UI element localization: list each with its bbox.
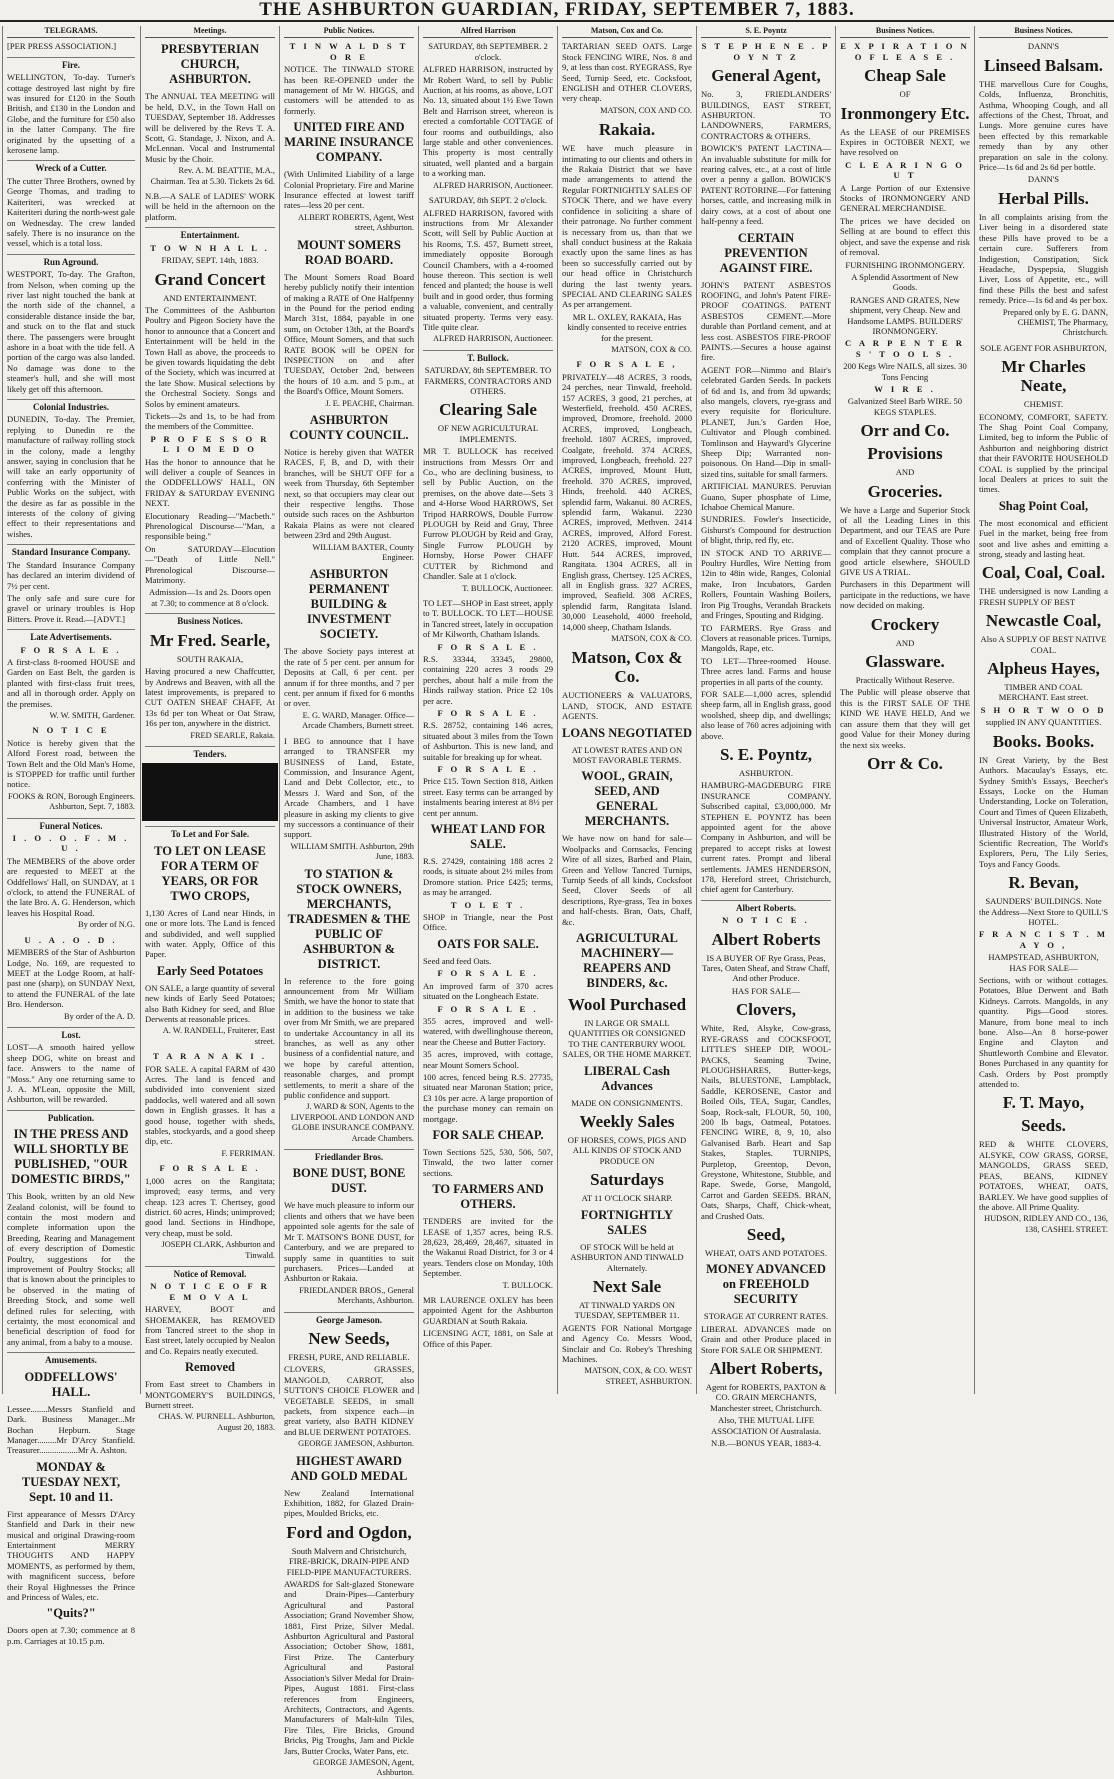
ad-text: In reference to the fore going announcement from Mr William Smith, we have the honor to state that in addition to the business we take over from Mr Smith, we are prepared to undertake Accountancy in all its branches, as well as any other business of a confidential nature, and we hope by careful attention, reasonable charges, and prompt settlements, to merit a share of the public confidence and support. xyxy=(284,975,414,1101)
ad-text: T. BULLOCK. xyxy=(502,1280,553,1290)
ad-text: TO LET—Three-roomed House. Three acres land. Farms and house properties in all parts of the county. xyxy=(701,655,831,687)
ad-headline: BONE DUST, BONE DUST. xyxy=(292,1166,406,1196)
ad-headline: AGRICULTURAL MACHINERY—REAPERS AND BINDERS, &c. xyxy=(576,931,678,991)
ad-text: THE marvellous Cure for Coughs, Colds, Influenza, Bronchitis, Asthma, Whooping Cough, and all affections of the Chest, Throat, and Lungs. More genuine cures have been effected by this remarkable remedy than by any other preparation on sale in the colony. Price—1s 6d and 2s 6d per bottle. xyxy=(979,78,1108,173)
ad-text: We have a Large and Superior Stock of all the Leading Lines in this Department, and our TEAS are Pure and of Excellent Quality. Those who complain that they cannot procure a good article elsewhere, SHOULD GIVE US A TRIAL. xyxy=(840,504,970,578)
ad-text: FOR SALE—1,000 acres, splendid sheep farm, all in English grass, good woolshed, sheep dip, and dwellings; also lease of 760 acres adjoining with above. xyxy=(701,688,831,741)
ad-text: F O R S A L E . xyxy=(20,644,122,655)
ad-text: ALBERT ROBERTS, Agent, West street, Ashburton. xyxy=(298,212,414,233)
ad-text: T A R A N A K I . xyxy=(152,1051,268,1062)
ad-text: IS A BUYER OF Rye Grass, Peas, Tares, Oaten Sheaf, and Straw Chaff, And other Produce. xyxy=(702,952,830,984)
ad-text: By order of N.G. xyxy=(78,920,135,930)
ad-text: The MEMBERS of the above order are requested to MEET at the Oddfellows' Hall, on SUNDAY, at 1 o'clock, to attend the FUNERAL of the late Bro. A. G. Henderson, which leaves his Hospital Road. xyxy=(7,855,135,918)
ad-text: Prepared only by E. G. DANN, CHEMIST, The Pharmacy, Christchurch. xyxy=(1002,307,1108,338)
ad-text: TO FARMERS. Rye Grass and Clovers at reasonable prices. Turnips, Mangolds, Rape, etc. xyxy=(701,622,831,654)
masthead xyxy=(0,0,1114,22)
column-7 xyxy=(835,26,974,1394)
section-heading: Wreck of a Cutter. xyxy=(7,160,135,173)
ad-headline: F. T. Mayo, xyxy=(1002,1093,1085,1113)
ad-headline: Seeds. xyxy=(1021,1116,1066,1136)
ad-text: LICENSING ACT, 1881, on Sale at Office of this Paper. xyxy=(423,1328,553,1349)
ad-text: SATURDAY, 8th SEPTEMBER. 2 o'clock. xyxy=(428,41,548,62)
ad-text: 1,000 acres on the Rangitata; improved; easy terms, and very cheap. 123 acres T. Chertsey, good district. 60 acres, Hinds; unimproved; good land. Sections in Hindhope, very cheap, must be sold. xyxy=(145,1175,275,1238)
ad-headline: HIGHEST AWARD AND GOLD MEDAL xyxy=(290,1453,408,1483)
ad-headline: New Seeds, xyxy=(308,1328,390,1348)
ad-text: 355 acres, improved and well-watered, with dwellinghouse thereon, near the Cheese and Butter Factory. xyxy=(423,1015,553,1047)
ad-text: I BEG to announce that I have arranged to TRANSFER my BUSINESS of Land, Estate, Commission, and Insurance Agent, Land and Debt Collector, etc., to Messrs J. Ward and Son, of the Arcade Chambers, and I have pleasure in asking my clients to give my successors a continuance of their support. xyxy=(284,735,414,840)
ad-text: Tickets—2s and 1s, to be had from the members of the Committee. xyxy=(145,410,275,432)
ad-text: F O R S A L E . xyxy=(437,1003,539,1014)
ad-text: Notice is hereby given that WATER RACES, F, B, and D, with their branches, will be SHUT OFF for a week from Thursday, 6th September next, so that occupiers may clear out their respective lengths. Those outside such races on the Ashburton Rakaia Plains as were not cleared between 23rd and 29th August. xyxy=(284,446,414,541)
ad-text: WESTPORT, To-day. The Grafton, from Nelson, when coming up the river last night touched the bank at the north side of the channel, a considerable distance inside the bar, and stuck on to the flat and stuck there. The passengers were brought ashore in a boat with the tide fell. A portion of the cargo was also landed. No damage was done to the steamer's hull, and she will most likely get off this afternoon. xyxy=(7,269,135,394)
ad-text: F O R S A L E . xyxy=(437,968,539,979)
ad-text: T O W N H A L L . xyxy=(150,242,270,253)
ad-text: Admission—1s and 2s. Doors open at 7.30; to commence at 8 o'clock. xyxy=(149,587,271,608)
ad-text: FRESH, PURE, AND RELIABLE. xyxy=(288,1351,410,1362)
ad-text: New Zealand International Exhibition, 1882, for Glazed Drain-pipes, Moulded Bricks, etc. xyxy=(284,1487,414,1519)
section-heading: Business Notices. xyxy=(145,613,275,626)
ad-headline: Grand Concert xyxy=(154,269,266,289)
ad-text: F. FERRIMAN. xyxy=(221,1148,275,1158)
ad-headline: Removed xyxy=(185,1360,235,1375)
ad-text: WILLIAM BAXTER, County Engineer. xyxy=(312,542,414,563)
ad-text: OF HORSES, COWS, PIGS AND ALL KINDS OF STOCK AND PRODUCE ON xyxy=(567,1135,687,1166)
section-heading: Lost. xyxy=(7,1027,135,1040)
ad-text: AT 11 O'CLOCK SHARP. xyxy=(581,1193,673,1204)
ad-headline: PRESBYTERIAN CHURCH, ASHBURTON. xyxy=(161,42,259,87)
ad-text: AT TINWALD YARDS ON TUESDAY, SEPTEMBER 11. xyxy=(574,1299,680,1321)
ad-text: The Mount Somers Road Board hereby publicly notify their intention of making a RATE of One Halfpenny in the Pound for the period ending March 31st, 1884, payable in one sum, on October 13th, at the Board's Office, Mount Somers, and that such RATE BOOK will be OPEN for INSPECTION on and after TUESDAY, October 2nd, between the hours of 10 a.m. and 5 p.m., at the Board's Office, Mount Somers. xyxy=(284,271,414,397)
ad-headline: Ford and Ogdon, xyxy=(286,1522,412,1542)
ad-text: ARTIFICIAL MANURES. Peruvian Guano, Super phosphate of Lime, Ichaboe Chemical Manure. xyxy=(701,481,831,513)
ad-headline: Albert Roberts, xyxy=(709,1359,823,1379)
ad-headline: Cheap Sale xyxy=(864,66,946,86)
ad-text: Town Sections 525, 530, 506, 507, Tinwald, the two latter corner sections. xyxy=(423,1146,553,1178)
ad-text: E X P I R A T I O N O F L E A S E . xyxy=(840,41,970,62)
ad-text: FRIDAY, SEPT. 14th, 1883. xyxy=(161,255,259,266)
ad-text: A first-class 8-roomed HOUSE and Garden on East Belt, the garden is planted with first-class fruit trees, and all in thorough order. Apply on the premises. xyxy=(7,656,135,709)
ad-text: MATSON, COX & CO. xyxy=(611,633,692,643)
ad-text: AND xyxy=(895,467,915,478)
ad-text: WILLIAM SMITH. Ashburton, 29th June, 1883. xyxy=(290,841,414,862)
ad-text: HAMPSTEAD, ASHBURTON, HAS FOR SALE— xyxy=(988,952,1099,973)
ad-text: CLOVERS, GRASSES, MANGOLD, CARROT, also SUTTON'S CHOICE FLOWER and VEGETABLE SEEDS, in small packets, from sixpence each—in great variety, also BATH KIDNEY and BLUE DERWENT POTATOES. xyxy=(284,1364,414,1437)
ad-headline: Rakaia. xyxy=(598,120,656,140)
column-header: S. E. Poyntz xyxy=(701,26,831,38)
column-6 xyxy=(696,26,835,1449)
ad-text: As the LEASE of our PREMISES Expires in OCTOBER NEXT, we have resolved on xyxy=(840,126,970,158)
ad-headline: "Quits?" xyxy=(46,1606,96,1621)
column-3 xyxy=(279,26,418,1778)
ad-text: LIBERAL ADVANCES made on Grain and other Produce placed in Store FOR SALE OR SHIPMENT. xyxy=(701,1323,831,1355)
ad-text: SUNDRIES. Fowler's Insecticide, Gishurst's Compound for destruction of blight, thrip, red fly, etc. xyxy=(701,514,831,546)
ad-text: SATURDAY, 8th SEPTEMBER. TO FARMERS, CONTRACTORS AND OTHERS. xyxy=(424,365,552,396)
ad-headline: Albert Roberts xyxy=(711,929,821,949)
ad-headline: TO FARMERS AND OTHERS. xyxy=(432,1182,544,1212)
ad-text: The above Society pays interest at the rate of 5 per cent. per annum for Deposits at Call, 6 per cent. per annum if for three months, and 7 per cent. per annum if fixed for 6 months or over. xyxy=(284,646,414,709)
ad-text: WHEAT, OATS AND POTATOES. xyxy=(705,1248,827,1258)
ad-text: MATSON, COX AND CO. xyxy=(600,105,692,115)
ad-text: C L E A R I N G O U T xyxy=(845,159,965,181)
ad-text: MR L. OXLEY, RAKAIA, Has kindly consented to receive entries for the present. xyxy=(567,311,687,343)
ad-headline: Next Sale xyxy=(592,1276,662,1296)
column-2 xyxy=(140,26,279,1432)
ad-headline: ODDFELLOWS' HALL. xyxy=(24,1369,118,1399)
column-header: Alfred Harrison xyxy=(423,26,553,38)
ad-text: The Public will please observe that this is the FIRST SALE OF THE KIND WE HAVE HELD, And we can assure them that they will get good Value for their Money during the next six weeks. xyxy=(840,687,970,750)
ad-headline: FORTNIGHTLY SALES xyxy=(580,1207,674,1237)
ad-text: C A R P E N T E R S ' T O O L S . xyxy=(845,338,965,359)
ad-text: Price £15. Town Section 818, Aitken street. Easy terms can be arranged by instalments bearing interest at 8½ per cent per annum. xyxy=(423,776,553,818)
ad-text: 200 Kegs Wire NAILS, all sizes. 30 Tons Fencing xyxy=(843,361,967,382)
ad-text: PRIVATELY—48 ACRES, 3 roods, 24 perches, near Tinwald, freehold. 157 ACRES, 3 good, 21 perches, at Westerfield, freehold. 450 ACRES, improved, Dromore, freehold. 2000 ACRES, improved, Longbeach, freehold. 1807 ACRES, improved, Coalgate, freehold. 374 ACRES, improved, Longbeach, freehold. 227 ACRES, improved, Mount Hutt, freehold. 370 ACRES, improved, Hinds, freehold. 440 ACRES, splendid farm, Wakanui. 80 ACRES, splendid farm, Wakanui. 2230 ACRES, improved, Methven. 2414 ACRES, improved, Alford Forest. 2120 ACRES, improved, Mount Hutt. 544 ACRES, improved, Rangitata. 1304 ACRES, all in English grass, Chertsey. 125 ACRES, all in English grass. 327 ACRES, improved, Seafield. 308 ACRES, splendid farm, Rangitata Island. 30,000 Leasehold, 4000 freehold, 14,000 sheep, Chatham Islands. xyxy=(562,371,692,632)
ad-text: Doors open at 7.30; commence at 8 p.m. Carriages at 10.15 p.m. xyxy=(7,1625,135,1646)
ad-text: J. E. PEACHE, Chairman. xyxy=(325,398,414,408)
ad-text: AT LOWEST RATES AND ON MOST FAVORABLE TERMS. xyxy=(571,744,683,765)
ad-text: IN STOCK AND TO ARRIVE—Poultry Hurdles, Wire Netting from 12in to 48in wide, Ranges, Colonial make, Iron Incubators, Garden Rollers, Fountain Washing Boilers, Iron Pig Troughs, Verandah Brackets and Fringes, Spouting and Ridging. xyxy=(701,547,831,621)
ad-text: South Malvern and Christchurch, FIRE-BRICK, DRAIN-PIPE AND FIELD-PIPE MANUFACTURERS. xyxy=(286,1545,412,1577)
ad-text: FURNISHING IRONMONGERY. xyxy=(845,259,965,270)
ad-headline: OATS FOR SALE. xyxy=(437,936,539,951)
ad-text: ALFRED HARRISON, Auctioneer. xyxy=(432,180,553,190)
ad-text: JOHN'S PATENT ASBESTOS ROOFING, and John's Patent FIRE-PROOF COATINGS. PATENT ASBESTOS CEMENT.—More durable than Portland cement, and at less cost. ASBESTOS FIRE-PROOF PAINTS.—Secures a house against fire. xyxy=(701,279,831,363)
ad-text: The ANNUAL TEA MEETING will be held, D.V., in the Town Hall on TUESDAY, September 18. Addresses will be delivered by the Revs T. A. Scott, G. Standage, J. Nixon, and A. McLennan. Vocal and Instrumental Music by the Choir. xyxy=(145,91,275,164)
ad-headline: Ironmongery Etc. xyxy=(840,103,970,123)
ad-headline: S. E. Poyntz, xyxy=(719,744,813,764)
ad-text: DUNEDIN, To-day. The Premier, replying to Dunedin re the manufacture of railway rolling stock in the colony, made a lengthy answer, saying in conclusion that he will take an early opportunity of conferring with the Minister of Public Works on the subject, with the desire as far as possible in the interests of the colony of giving effect to their representations and wishes. xyxy=(7,414,135,539)
ad-text: We have much pleasure to inform our clients and others that we have been appointed sole agents for the sale of Mr T. MATSON'S BONE DUST, for Canterbury, and we are prepared to supply same in quantities to suit purchasers. Prices—Landed at Ashburton or Rakaia. xyxy=(284,1200,414,1284)
ad-text: F R A N C I S T . M A Y O , xyxy=(979,929,1108,950)
section-heading: To Let and For Sale. xyxy=(145,826,275,839)
ad-text: ALFRED HARRISON, instructed by Mr Robert Ward, to sell by Public Auction, at his rooms, as above, LOT No. 13, situated about 1½ Ewe Town Belt and Harrison street, whereon is erected a comfortable COTTAGE of four rooms and outbuildings, also large stable and other conveniences. This property is most centrally situated, well planted and a bargain to a working man. xyxy=(423,64,553,179)
ad-text: CHEMIST. xyxy=(1023,399,1064,410)
ad-text: Galvanized Steel Barb WIRE. 50 KEGS STAPLES. xyxy=(847,396,963,417)
ad-headline: MONDAY & TUESDAY NEXT, Sept. 10 and 11. xyxy=(21,1459,121,1504)
ad-text: A Splendid Assortment of New Goods. xyxy=(851,271,959,293)
column-header: Public Notices. xyxy=(284,26,414,38)
ad-text: N.B.—BONUS YEAR, 1883-4. xyxy=(711,1438,821,1449)
ad-text: Has the honor to announce that he will deliver a couple of Seances in the ODDFELLOWS' HALL, ON FRIDAY & SATURDAY EVENING NEXT. xyxy=(145,456,275,509)
section-heading: Funeral Notices. xyxy=(7,818,135,831)
section-heading: Colonial Industries. xyxy=(7,399,135,412)
ad-text: FRIEDLANDER BROS., General Merchants, Ashburton. xyxy=(299,1285,414,1306)
ad-headline: Clearing Sale xyxy=(439,400,537,420)
ad-text: MADE ON CONSIGNMENTS. xyxy=(571,1097,683,1108)
ad-headline: FOR SALE CHEAP. xyxy=(432,1127,544,1142)
column-8 xyxy=(974,26,1112,1394)
ad-text: SATURDAY, 8th SEPT. 2 o'clock. xyxy=(428,195,548,206)
ad-text: Agent for ROBERTS, PAXTON & CO. GRAIN MERCHANTS, Manchester street, Christchurch. xyxy=(705,1382,827,1413)
ad-text: THE undersigned is now Landing a FRESH SUPPLY OF BEST xyxy=(979,586,1108,607)
ad-headline: Orr and Co. xyxy=(860,421,950,441)
ad-headline: ASHBURTON COUNTY COUNCIL. xyxy=(289,412,409,442)
ad-text: The only safe and sure cure for gravel or urinary troubles is Hop Bitters. Prove it. Read.—[ADVT.] xyxy=(7,592,135,624)
ad-text: Also A SUPPLY OF BEST NATIVE COAL. xyxy=(980,634,1107,655)
ad-text: Sections, with or without cottages. Potatoes, Blue Derwent and Bath Kidneys. Carrots. Mangolds, in any quantity. Pigs—Good stores. Manure, from bone meal to inch bone. Also—An 8 horse-power Engine and Clayton and Shuttleworth Combine and Elevator. Bones Purchased in any quantity for Cash. Orders by Post promptly attended to. xyxy=(979,975,1108,1090)
ad-text: No. 3, FRIEDLANDERS' BUILDINGS, EAST STREET, ASHBURTON. TO LANDOWNERS, FARMERS, CONTRACTORS & OTHERS. xyxy=(701,89,831,141)
ad-text: SOUTH RAKAIA, xyxy=(176,653,244,664)
ad-text: HUDSON, RIDLEY AND CO., 136, 138, CASHEL STREET. xyxy=(984,1214,1108,1234)
ad-text: White, Red, Alsyke, Cow-grass, RYE-GRASS and COCKSFOOT, LITTLE'S SHEEP DIP, WOOL-PACKS, Seaming Twine, PLOUGHSHARES, Butter-kegs, Nails, BLUESTONE, Lampblack, Saddle, KEROSENE, Castor and Boiled Oils, TEA, Sugar, Candles, Soap, Rock-salt, FLOUR, 50, 100, 200 lb bags, Oatmeal, Potatoes. FENCING WIRE, 8, 9, 10, also Galvanised Barb. Heart and Sap Stakes, Staples. TURNIPS, Purpletop, Greentop, Devon, Greystone, Whitestone, Stubble, and Rape. Swede, Gorse, Mangold, Carrot and Garden SEEDS. BRAN, Oats, Sharps, Chaff, Chick-wheat, and Crushed Oats. xyxy=(701,1023,831,1221)
ad-text: T. BULLOCK, Auctioneer. xyxy=(462,583,553,593)
ad-text: FOR SALE. A capital FARM of 430 Acres. The land is fenced and subdivided into convenient sized paddocks, well watered and all sown down in English grasses. It has a good house, together with sheds, stables, stockyards, and a good sheep dip, etc. xyxy=(145,1063,275,1147)
ad-text: [PER PRESS ASSOCIATION.] xyxy=(7,41,117,52)
column-header: Business Notices. xyxy=(840,26,970,38)
ad-text: I . O . O . F . M . U . xyxy=(12,833,130,854)
ad-text: F O R S A L E . xyxy=(437,641,539,652)
ad-text: E. G. WARD, Manager. Office—Arcade Chambers, Burnett street. xyxy=(302,710,414,731)
section-heading: Tenders. xyxy=(145,746,275,759)
ad-text: RANGES AND GRATES, New shipment, very Cheap. New and Handsome LAMPS. BUILDERS' IRONMONGERY. xyxy=(847,294,963,336)
column-5 xyxy=(557,26,696,1394)
ad-text: Lessee........Messrs Stanfield and Dark. Business Manager...Mr Bochan Hepburn. Stage Manager.........Mr D'Arcy Stanfield. Treasurer..................Mr A. Ashton. xyxy=(7,1403,135,1456)
ad-text: ALFRED HARRISON, favored with instructions from Mr Alexander Scott, will Sell by Public Auction at his Rooms, T.S. 457, Burnett street, immediately opposite Borough Council Chambers, with a 4-roomed house thereon. This section is well fenced and planted; the house is well built and in good order, thus forming a valuable, convenient, and centrally situated property. Terms very easy. Title quite clear. xyxy=(423,207,553,332)
ad-headline: Matson, Cox & Co. xyxy=(571,648,683,687)
ad-headline: CERTAIN PREVENTION AGAINST FIRE. xyxy=(719,230,813,275)
ad-text: F O R S A L E , xyxy=(576,359,678,370)
ad-text: Notice is hereby given that the Alford Forest road, between the Town Belt and the Old Man's Home, is STOPPED for traffic until further notice. xyxy=(7,737,135,790)
ad-text: supplied IN ANY QUANTITIES. xyxy=(985,717,1102,728)
section-heading: Late Advertisements. xyxy=(7,629,135,642)
ad-text: HAS FOR SALE— xyxy=(731,985,801,996)
ad-text: MATSON, COX, & CO. WEST STREET, ASHBURTON. xyxy=(584,1366,692,1386)
ad-headline: General Agent, xyxy=(711,66,821,86)
ad-text: DANN'S xyxy=(1027,174,1060,185)
ad-text: This Book, written by an old New Zealand colonist, will be found to contain the most modern and complete information upon the Breeding, Rearing and Management of every description of Domestic Poultry, suggestions for the improvement of Poultry Stocks; all that is known about the principles to be observed in the mating of Breeding Stock, and some well defined rules for selecting, with certainty, the most economical and beneficial description of food for any animal, from a baby to a mouse. xyxy=(7,1191,135,1347)
ad-text: TARTARIAN SEED OATS. Large Stock FENCING WIRE, Nos. 8 and 9, at less than cost. RYEGRASS, Rye Seed, Turnip Seed, etc. Cocksfoot, ENGLISH and OTHER CLOVERS, very cheap. xyxy=(562,41,692,104)
ad-text: W. W. SMITH, Gardener. xyxy=(49,710,135,720)
ad-text: IN Great Variety, by the Best Authors. Macaulay's Essays, etc. Sydney Smith's Essays, Beecher's Essays, Locke on the Human Understanding, Locke on Toleration, Court and Times of Queen Elizabeth, Universal Instructor, Amateur Work, Illustrated History of the World, Scientific Recreation, The World's Explorers, Peru, The Lily Series, Toys and Fancy Goods. xyxy=(979,754,1108,869)
ad-text: WELLINGTON, To-day. Turner's cottage destroyed last night by fire was insured for £120 in the South British, and £130 in the London and Globe, and the furniture for £50 also in the latter Company. The fire originated by the upsetting of a kerosene lamp. xyxy=(7,72,135,156)
ad-text: A Large Portion of our Extensive Stocks of IRONMONGERY AND GENERAL MERCHANDISE. xyxy=(840,182,970,214)
ad-headline: Clovers, xyxy=(736,1000,796,1020)
ad-headline: Books. Books. xyxy=(992,731,1095,751)
ad-text: On SATURDAY—Elocution—"Death of Little Nell." Phrenological Discourse—Matrimony. xyxy=(145,543,275,586)
ad-text: IN LARGE OR SMALL QUANTITIES OR CONSIGNED TO THE CANTERBURY WOOL SALES, OR THE HOME MARKET. xyxy=(562,1018,692,1060)
ad-text: MR LAURENCE OXLEY has been appointed Agent for the Ashburton GUARDIAN at South Rakaia. xyxy=(423,1295,553,1326)
ad-text: N.B.—A SALE of LADIES' WORK will be held in the afternoon on the platform. xyxy=(145,191,275,222)
section-heading: Publication. xyxy=(7,1110,135,1123)
ad-text: By order of the A. D. xyxy=(64,1011,135,1021)
ad-text: AUCTIONEERS & VALUATORS, LAND, STOCK, AND ESTATE AGENTS. xyxy=(562,690,692,722)
ad-text: AND ENTERTAINMENT. xyxy=(163,292,257,303)
section-heading: Notice of Removal. xyxy=(145,1266,275,1279)
ad-headline: TO LET ON LEASE FOR A TERM OF YEARS, OR FOR TWO CROPS, xyxy=(154,843,266,903)
ad-text: The Committees of the Ashburton Poultry and Pigeon Society have the honor to announce that a Concert and Entertainment will be held in the Town Hall as above, the proceeds to be given towards liquidating the debt of the Society, which was incurred at the late Show. Musical selections by the Orchestral Society. Songs and Solos by eminent amateurs. xyxy=(145,304,275,409)
ad-text: First appearance of Messrs D'Arcy Stanfield and Dark in their new musical and original Drawing-room Entertainment MERRY THOUGHTS AND HAPPY MOMENTS, as performed by them, with magnificent success, before their Royal Highnesses the Prince and Princess of Wales, etc. xyxy=(7,1508,135,1602)
ad-text: AND xyxy=(895,637,915,648)
ad-text: S T E P H E N E . P O Y N T Z xyxy=(701,41,831,62)
ad-headline: Provisions xyxy=(867,444,943,464)
ad-text: ECONOMY, COMFORT, SAFETY. The Shag Point Coal Company, Limited, beg to inform the Public of Ashburton and neighboring district that their FAVORITE HOUSEHOLD COAL is supplied by the principal local Dealers at prices to suit the times. xyxy=(979,411,1108,495)
section-heading: T. Bullock. xyxy=(423,350,553,363)
ad-headline: Herbal Pills. xyxy=(998,188,1089,208)
ad-text: NOTICE. The TINWALD STORE has been RE-OPENED under the management of Mr W. HIGGS, and customers will be attended to as formerly. xyxy=(284,64,414,116)
ad-headline: Early Seed Potatoes xyxy=(156,963,264,978)
ad-text: An improved farm of 370 acres situated on the Longbeach Estate. xyxy=(423,980,553,1002)
ad-text: AGENTS FOR National Mortgage and Agency Co. Messrs Wood, Sinclair and Co. Robey's Threshing Machines. xyxy=(562,1322,692,1364)
section-heading: Standard Insurance Company. xyxy=(7,544,135,557)
section-heading: Fire. xyxy=(7,57,135,70)
ad-headline: Groceries. xyxy=(867,481,943,501)
ad-text: The prices we have decided on Selling at are bound to effect this object, and save the expense and risk of removal. xyxy=(840,215,970,258)
ad-text: MEMBERS of the Star of Ashburton Lodge, No. 169, are requested to MEET at the Lodge Room, at half-past one (sharp), on SUNDAY Next, to attend the FUNERAL of the late Bro. Henderson. xyxy=(7,947,135,1010)
ad-text: SAUNDERS' BUILDINGS. Note the Address—Next Store to QUILL'S HOTEL. xyxy=(979,896,1109,927)
ad-text: In all complaints arising from the Liver being in a disordered state these Pills have proved to be a certain cure. Sufferers from Indigestion, Constipation, Sick Headache, Dyspepsia, Sluggish Liver, Loss of Appetite, etc., will find these Pills the best and safest remedy. Price—1s 6d and 4s per box. xyxy=(979,211,1108,306)
ad-text: AGENT FOR—Nimmo and Blair's celebrated Garden Seeds. In packets of 6d and 1s, and from 3d upwards; also mangels, clovers, rye-grass and every requisite for floriculture. PLANET, Jun.'s Garden Hoe, Cultivator and Plough combined. Tomlinson and Hayward's Glycerine Sheep Dip; Warranted non-poisonous. On Hand—Dip in small-sized tins, suitable for small farmers. xyxy=(701,364,831,479)
ad-headline: Crockery xyxy=(870,614,940,634)
ad-text: TO LET—SHOP in East street, apply to T. BULLOCK. TO LET—HOUSE in Tancred street, lately in occupation of Mr Kilworth, Chatham Islands. xyxy=(423,597,553,640)
ad-text: W I R E . xyxy=(874,383,936,394)
ad-headline: Shag Point Coal, xyxy=(998,498,1089,513)
column-header: Business Notices. xyxy=(979,26,1108,38)
ad-text: 35 acres, improved, with cottage, near Mount Somers School. xyxy=(423,1049,553,1070)
ad-headline: UNITED FIRE AND MARINE INSURANCE COMPANY. xyxy=(284,120,414,165)
ad-text: HARVEY, BOOT and SHOEMAKER, has REMOVED from Tancred street to the shop in East street, lately occupied by Nealon and Co. Repairs neatly executed. xyxy=(145,1304,275,1356)
ad-text: S H O R T W O O D xyxy=(980,704,1107,715)
ad-text: WE have much pleasure in intimating to our clients and others in the Rakaia District that we have made arrangements to attend the Regular FORTNIGHTLY SALES OF STOCK There, and we have every confidence in soliciting a share of their patronage. No further comment is necessary from us, than that we shall conduct business at the Rakaia exactly upon the same lines as has been so successfully carried out by our head office in Christchurch during the last twenty years. SPECIAL AND CLEARING SALES As per arrangement. xyxy=(562,143,692,310)
ad-headline: Wool Purchased xyxy=(567,995,687,1015)
ad-headline: Mr Charles Neate, xyxy=(1001,357,1086,396)
column-header: Meetings. xyxy=(145,26,275,38)
ad-headline: MONEY ADVANCED on FREEHOLD SECURITY xyxy=(706,1262,826,1307)
ad-text: MR T. BULLOCK has received instructions from Messrs Orr and Co., who are declining business, to sell by Public Auction, on the premises, on the above date—Sets 3 and 4-Horse Wood HARROWS, Set Tripod HARROWS, Double Furrow PLOUGH by Reid and Gray, Three Furrow PLOUGH by Reid and Gray, Single Furrow PLOUGH by Hornsby, Horse Power CHAFF CUTTER by Richmond and Chandler. Sale at 1 o'clock. xyxy=(423,446,553,582)
ad-headline: Newcastle Coal, xyxy=(985,611,1102,631)
ad-headline: Saturdays xyxy=(590,1170,664,1190)
ad-headline: R. Bevan, xyxy=(1008,873,1079,893)
ad-text: N O T I C E . xyxy=(722,915,810,926)
ad-text: We have now on hand for sale—Woolpacks and Cornsacks, Fencing Wire of all sizes, Barbed and Plain, Green and Yellow Tancred Turnips, Turnip Seeds of all kinds, Cocksfoot Seed, Clover Seeds of all descriptions, Rye-grass, Tea in boxes and half-chests. Bran, Oats, Chaff, &c. xyxy=(562,833,692,927)
column-4 xyxy=(418,26,557,1394)
ad-text: LOST—A smooth haired yellow sheep DOG, white on breast and face. Answers to the name of "Moss." Any one returning same to J. A. M'Lean, opposite the Mill, Ashburton, will be rewarded. xyxy=(7,1042,135,1105)
ad-text: BOWICK'S PATENT LACTINA—An invaluable substitute for milk for rearing calves, etc., at a cost of little over a penny a gallon. BOWICK'S PATENT ROTORINE—For fattening horses, cattle, and increasing milk in dairy cows, at a cost of about one half-penny a feed. xyxy=(701,143,831,227)
ad-text: N O T I C E O F R E M O V A L xyxy=(150,1281,270,1302)
ad-text: CHAS. W. PURNELL. Ashburton, August 20, 1883. xyxy=(158,1412,275,1432)
ad-headline: LIBERAL Cash Advances xyxy=(584,1063,670,1093)
ad-headline: Weekly Sales xyxy=(579,1112,675,1132)
section-heading: Entertainment. xyxy=(145,227,275,240)
ad-text: ALFRED HARRISON, Auctioneer. xyxy=(432,334,553,344)
ad-text: JOSEPH CLARK, Ashburton and Tinwald. xyxy=(161,1240,275,1260)
ad-headline: WOOL, GRAIN, SEED, AND GENERAL MERCHANTS. xyxy=(581,769,673,829)
column-header: Matson, Cox and Co. xyxy=(562,26,692,38)
ad-headline: Linseed Balsam. xyxy=(983,55,1104,75)
ad-headline: ASHBURTON PERMANENT BUILDING & INVESTMENT SOCIETY. xyxy=(306,567,392,642)
section-heading: Amusements. xyxy=(7,1352,135,1365)
ad-headline: WHEAT LAND FOR SALE. xyxy=(430,822,546,852)
ad-text: The cutter Three Brothers, owned by George Thomas, and trading to Kaiteriteri, was wrecked at Kaiteriteri during the north-west gale on Wednesday. The crew landed safely. There is no insurance on the vessel, which is a total loss. xyxy=(7,175,135,249)
ad-text: U . A . O . D . xyxy=(24,934,118,945)
ad-text: Rev. A. M. BEATTIE, M.A., Chairman. Tea at 5.30. Tickets 2s 6d. xyxy=(150,166,275,186)
ad-text: MATSON, COX & CO. xyxy=(611,344,692,354)
ad-text: GEORGE JAMESON, Agent, Ashburton. xyxy=(313,1757,414,1778)
ad-text: Practically Without Reserve. xyxy=(855,675,955,686)
ad-text: J. WARD & SON, Agents to the LIVERPOOL AND LONDON AND GLOBE INSURANCE COMPANY. Arcade Chambers. xyxy=(290,1102,414,1143)
ad-text: DANN'S xyxy=(1027,41,1060,52)
ad-text: T O L E T . xyxy=(450,899,526,910)
ad-text: OF xyxy=(899,89,911,100)
ad-headline: Orr & Co. xyxy=(867,753,943,773)
ad-text: The Standard Insurance Company has declared an interim dividend of 7½ per cent. xyxy=(7,559,135,591)
ad-text: RED & WHITE CLOVERS, ALSYKE, COW GRASS, GORSE, MANGOLDS, GRASS SEED, PEAS, BEANS, KIDNEY POTATOES, WHEAT, OATS, BARLEY. We have good supplies of the above. All Prime Quality. xyxy=(979,1139,1108,1212)
ad-text: (With Unlimited Liability of a large Colonial Proprietary. Fire and Marine Insurance effected at lowest tariff rates—less 20 per cent. xyxy=(284,169,414,211)
ad-text: SOLE AGENT FOR ASHBURTON, xyxy=(980,342,1107,353)
masthead-title: THE ASHBURTON GUARDIAN, FRIDAY, SEPTEMBER 7, 1883. xyxy=(259,0,855,20)
ad-text: 100 acres, fenced being R.S. 27735, situated near Maronan Station; price, £3 10s per acre. A large proportion of the purchase money can remain on mortgage. xyxy=(423,1071,553,1124)
ad-text: From East street to Chambers in MONTGOMERY'S BUILDINGS, Burnett street. xyxy=(145,1379,275,1410)
ad-text: OF STOCK Will be held at ASHBURTON AND TINWALD Alternately. xyxy=(570,1241,684,1273)
column-header: TELEGRAMS. xyxy=(7,26,135,38)
ad-text: HAMBURG-MAGDEBURG FIRE INSURANCE COMPANY. Subscribed capital, £3,000,000. Mr STEPHEN E. POYNTZ has been appointed agent for the above Company in Ashburton, and will be prepared to accept risks at lowest current rates. Prompt and liberal settlements. JAMES HENDERSON, 178, Hereford street, Christchurch, chief agent for Canterbury. xyxy=(701,780,831,895)
ad-text: Elocutionary Reading—"Macbeth." Phrenological Discourse—"Man, a responsible being." xyxy=(145,510,275,542)
ad-headline: Glassware. xyxy=(865,652,945,672)
ad-text: Also, THE MUTUAL LIFE ASSOCIATION Of Australasia. xyxy=(710,1415,822,1436)
ad-text: A. W. RANDELL, Fruiterer, East street. xyxy=(162,1026,275,1046)
section-heading: Friedlander Bros. xyxy=(284,1149,414,1162)
ad-headline: MOUNT SOMERS ROAD BOARD. xyxy=(297,237,401,267)
section-heading: Albert Roberts. xyxy=(701,900,831,913)
ad-text: P R O F E S S O R L I O M E D O xyxy=(150,433,270,455)
ad-headline: IN THE PRESS AND WILL SHORTLY BE PUBLISHED, "OUR DOMESTIC BIRDS," xyxy=(11,1127,131,1187)
ad-text: FRED SEARLE, Rakaia. xyxy=(190,730,275,740)
redacted-block xyxy=(142,763,278,821)
ad-text: ASHBURTON. xyxy=(739,767,793,778)
ad-text: The most economical and efficient Fuel in the market, being free from soot and live ashes and emitting a strong, steady and lasting heat. xyxy=(979,517,1108,560)
ad-text: F O R S A L E . xyxy=(437,764,539,774)
column-1 xyxy=(2,26,139,1646)
ad-text: STORAGE AT CURRENT RATES. xyxy=(703,1311,829,1322)
ad-text: F O R S A L E . xyxy=(159,1163,261,1174)
ad-text: TENDERS are invited for the LEASE of 1,357 acres, being R.S. 28,623, 28,469, 28,467, situated in the Wakanui Road District, for 3 or 4 years. Tenders close on Monday, 10th September. xyxy=(423,1216,553,1279)
ad-text: Having procured a new Chaffcutter, by Andrews and Beaven, with all the latest improvements, is prepared to CUT OATEN SHEAF CHAFF, At 13s 6d per ton Wheat or Oat Straw, 16s per ton, anywhere in the district. xyxy=(145,666,275,729)
ad-text: SHOP in Triangle, near the Post Office. xyxy=(423,912,553,933)
ad-text: TIMBER AND COAL MERCHANT. East street. xyxy=(998,682,1089,703)
ad-text: R.S. 27429, containing 188 acres 2 roods, is situate about 2½ miles from Dromore station. Price £425; terms, as may be arranged. xyxy=(423,856,553,898)
ad-headline: Seed, xyxy=(746,1225,786,1244)
ad-text: FOOKS & RON, Borough Engineers. Ashburton, Sept. 7, 1883. xyxy=(7,791,135,812)
ad-text: R.S. 33344, 33345, 29800, containing 220 acres 3 roods 29 perches, about half a mile from the Hinds railway station. Price £2 10s per acre. xyxy=(423,653,553,706)
ad-text: GEORGE JAMESON, Ashburton. xyxy=(298,1439,414,1449)
ad-text: Purchasers in this Department will participate in the reductions, we have now decided on making. xyxy=(840,579,970,611)
ad-text: N O T I C E xyxy=(32,725,110,736)
ad-headline: Alpheus Hayes, xyxy=(987,659,1100,679)
section-heading: Run Aground. xyxy=(7,254,135,267)
section-heading: George Jameson. xyxy=(284,1312,414,1325)
ad-text: 1,130 Acres of Land near Hinds, in one or more lots. The Land is fenced and subdivided, and well supplied with water. Apply, Office of this Paper. xyxy=(145,907,275,960)
ad-text: T I N W A L D S T O R E xyxy=(289,41,409,62)
ad-text: R.S. 28752, containing 146 acres, situated about 3 miles from the Town of Ashburton. This is new land, and suitable for breaking up for wheat. xyxy=(423,720,553,762)
ad-text: AWARDS for Salt-glazed Stoneware and Drain-Pipes—Canterbury Agricultural and Pastoral Association; Grand November Show, 1881, First Prize, Silver Medal. Ashburton Agricultural and Pastoral Association; October Show, 1881, First Prize. The Canterbury Agricultural and Pastoral Association's Silver Medal for Drain-Pipes, August 1881. First-class references from Engineers, Architects, Contractors, and Agents. Manufacturers of Malt-kiln Tiles, Fire Tiles, Fire Bricks, Ground Bricks, Pig Troughs, Jam and Pickle Jars, Butter Crocks, Water Pans, etc. xyxy=(284,1579,414,1756)
ad-text: F O R S A L E . xyxy=(437,707,539,718)
ad-text: OF NEW AGRICULTURAL IMPLEMENTS. xyxy=(437,423,539,444)
ad-headline: LOANS NEGOTIATED xyxy=(562,725,693,740)
ad-headline: TO STATION & STOCK OWNERS, MERCHANTS, TRADESMEN & THE PUBLIC OF ASHBURTON & DISTRICT. xyxy=(287,866,411,971)
ad-headline: Coal, Coal, Coal. xyxy=(981,563,1106,583)
ad-text: Seed and feed Oats. xyxy=(423,955,492,966)
ad-headline: Mr Fred. Searle, xyxy=(149,630,271,650)
ad-text: ON SALE, a large quantity of several new kinds of Early Seed Potatoes; also Bath Kidney for seed, and Blue Derwents at reasonable prices. xyxy=(145,982,275,1024)
